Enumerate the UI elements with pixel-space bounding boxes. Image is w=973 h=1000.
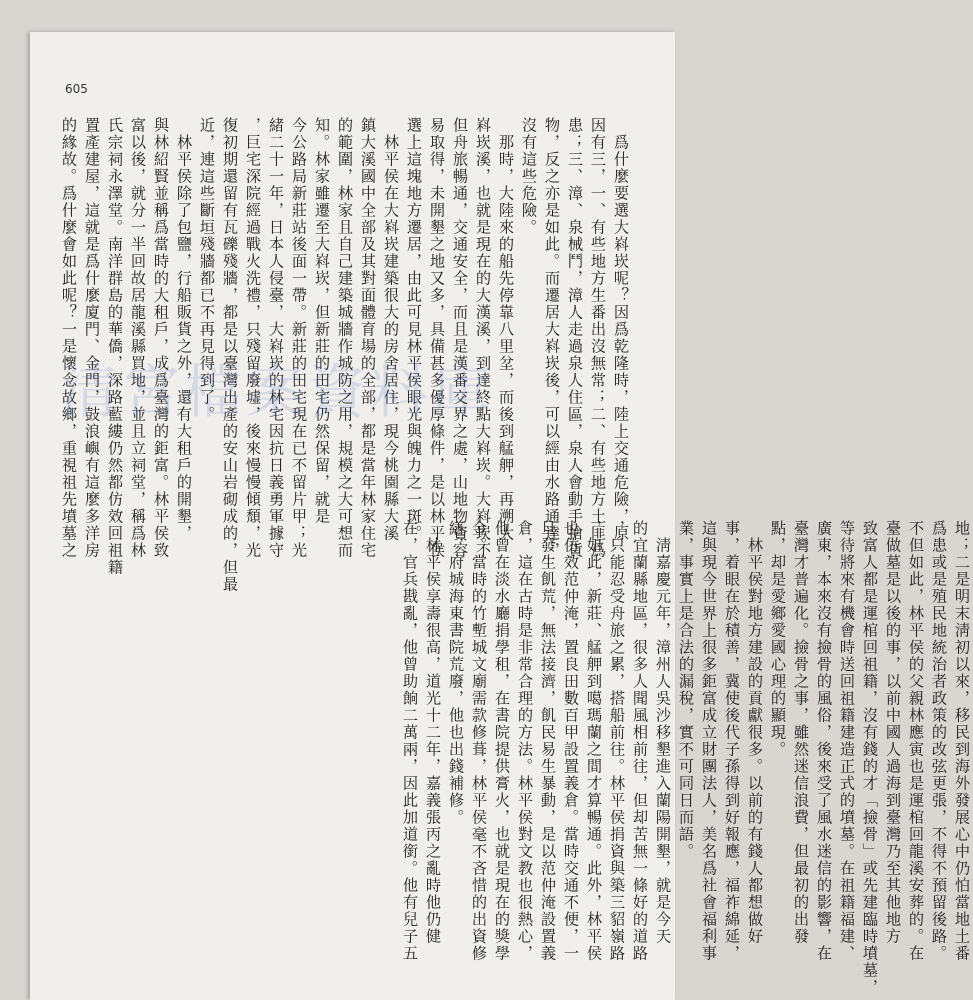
left-text-line-25: 的緣故。爲什麼會如此呢？一是懷念故鄉，重視祖先墳墓之 xyxy=(60,117,78,559)
right-text-block xyxy=(398,520,973,996)
right-text-line-23: 繕，府城海東書院荒廢，他也出錢補修。 xyxy=(447,520,465,826)
left-text-line-19: 近，連這些斷垣殘牆都已不再見得到了。 xyxy=(198,117,216,423)
left-text-line-12: 鎮大溪國中全部及其對面體育場的全部，都是當年林家住宅 xyxy=(359,117,377,559)
left-text-line-4: 物，反之亦是如此。而遷居大嵙崁後，可以經由水路通達， xyxy=(543,117,561,559)
right-text-line-22: 金。當時的竹塹城文廟需款修葺，林平侯毫不吝惜的出資修 xyxy=(470,520,488,962)
right-text-line-8: 臺灣才普遍化。撿骨之事，雖然迷信浪費，但最初的出發 xyxy=(792,520,810,945)
right-text-line-6: 等待將來有機會時送回祖籍建造正式的墳墓。在祖籍福建、 xyxy=(838,520,856,962)
left-text-line-3: 患；三、漳、泉械鬥，漳人走過泉人住區，泉人會動手搶貨 xyxy=(566,117,584,559)
left-text-line-22: 富以後，就分一半回故居龍溪縣買地，並且立祠堂，稱爲林 xyxy=(129,117,147,559)
left-text-line-8: 但舟旅暢通，交通安全，而且是漢番交界之處，山地物資容 xyxy=(451,117,469,559)
right-text-line-7: 廣東，本來沒有撿骨的風俗，後來受了風水迷信的影響，在 xyxy=(815,520,833,962)
left-text-line-23: 氏宗祠永澤堂。南洋群島的華僑，深路藍縷仍然都仿效回祖籍 xyxy=(106,117,124,576)
left-text-line-17: ，巨宅深院經過戰火洗禮，只殘留廢墟，後來慢慢傾頹，光 xyxy=(244,117,262,559)
right-text-line-24: 林平侯享壽很高，道光十二年，嘉義張丙之亂時他仍健 xyxy=(424,520,442,945)
left-text-line-6: 那時，大陸來的船先停靠八里坌，而後到艋舺，再溯大 xyxy=(497,117,515,542)
right-text-line-3: 不但如此，林平侯的父親林應寅也是運棺回龍溪安葬的。在 xyxy=(907,520,925,962)
left-text-line-21: 與林紹賢並稱爲當時的大租戶，成爲臺灣的鉅富。林平侯致 xyxy=(152,117,170,559)
right-text-line-15: 的宜蘭縣地區，很多人聞風相前往，但却苦無一條好的道路 xyxy=(631,520,649,962)
right-text-line-12: 這與現今世界上很多鉅富成立財團法人，美名爲社會福利事 xyxy=(700,520,718,962)
right-text-line-19: 旦發生飢荒，無法接濟，飢民易生暴動，是以范仲淹設置義 xyxy=(539,520,557,962)
watermark: 清宮檔案資料庫 xyxy=(60,358,495,426)
right-text-line-11: 事，着眼在於積善，冀使後代子孫得到好報應，福祚綿延， xyxy=(723,520,741,962)
left-text-line-24: 置產建屋，這就是爲什麼廈門、金門，鼓浪嶼有這麼多洋房 xyxy=(83,117,101,559)
right-text-line-20: 倉，這在古時是非常合理的方法。林平侯對文教也很熱心， xyxy=(516,520,534,962)
right-text-line-18: 也仿效范仲淹，置良田數百甲設置義倉。當時交通不便，一 xyxy=(562,520,580,962)
left-text-line-10: 選上這塊地方遷居，由此可見林平侯眼光與魄力之一斑。 xyxy=(405,117,423,542)
right-text-line-5: 致富人都是運棺回祖籍，沒有錢的才「撿骨」或先建臨時墳墓， xyxy=(861,520,879,996)
page-number: 605 xyxy=(65,82,88,96)
right-text-line-10: 林平侯對地方建設的貢獻很多。以前的有錢人都想做好 xyxy=(746,520,764,945)
right-text-line-16: ，只能忍受舟旅之累，搭船前往。林平侯捐資與築三貂嶺路 xyxy=(608,520,626,962)
right-text-line-14: 淸嘉慶元年，漳州人吳沙移墾進入蘭陽開墾，就是今天 xyxy=(654,520,672,945)
left-text-line-2: 因有三，一、有些地方生番出沒無常；二、有些地方土匪爲 xyxy=(589,117,607,559)
left-text-line-20: 林平侯除了包鹽，行船販貨之外，還有大租戶的開墾， xyxy=(175,117,193,542)
left-text-line-16: 緒二十一年，日本人侵臺，大嵙崁的林宅因抗日義勇軍據守 xyxy=(267,117,285,559)
left-text-line-1: 爲什麼要選大嵙崁呢？因爲乾隆時，陸上交通危險，原 xyxy=(612,117,630,542)
right-text-line-2: 爲患或是殖民地統治者政策的改弦更張，不得不預留後路。 xyxy=(930,520,948,962)
left-text-line-18: 復初期還留有瓦礫殘牆，都是以臺灣出產的安山岩砌成的，但最 xyxy=(221,117,239,593)
left-text-line-11: 林平侯在大嵙崁建築很大的房舍居住，現今桃園縣大溪 xyxy=(382,117,400,542)
right-text-line-1: 地；二是明末淸初以來，移民到海外發展心中仍怕當地土番 xyxy=(953,520,971,962)
left-text-line-7: 嵙崁溪，也就是現在的大漢溪，到達終點大嵙崁。大嵙崁不 xyxy=(474,117,492,559)
left-text-line-9: 易取得，未開墾之地又多，具備甚多優厚條件，是以林平侯 xyxy=(428,117,446,559)
right-text-line-25: 在，官兵戡亂，他曾助餉二萬兩，因此加道銜。他有兒子五 xyxy=(401,520,419,962)
right-text-line-13: 業，事實上是合法的漏稅，實不可同日而語。 xyxy=(677,520,695,860)
left-text-line-13: 的範圍，林家且自己建築城牆作城防之用，規模之大可想而 xyxy=(336,117,354,559)
left-text-line-14: 知。林家雖遷至大嵙崁，但新莊的田宅仍然保留，就是 xyxy=(313,117,331,525)
right-text-line-4: 臺做墓是以後的事，以前中國人過海到臺灣乃至其他地方 xyxy=(884,520,902,945)
left-text-line-5: 沒有這些危險。 xyxy=(520,117,538,236)
right-text-line-9: 點，却是愛鄉愛國心理的顯現。 xyxy=(769,520,787,758)
right-text-line-21: 他曾在淡水廳捐學租，在書院提供膏火，也就是現在的獎學 xyxy=(493,520,511,962)
left-text-line-15: 今公路局新莊站後面一帶。新莊的田宅現在已不留片甲；光 xyxy=(290,117,308,559)
right-text-line-17: ，如此，新莊、艋舺到噶瑪蘭之間才算暢通。此外，林平侯 xyxy=(585,520,603,962)
